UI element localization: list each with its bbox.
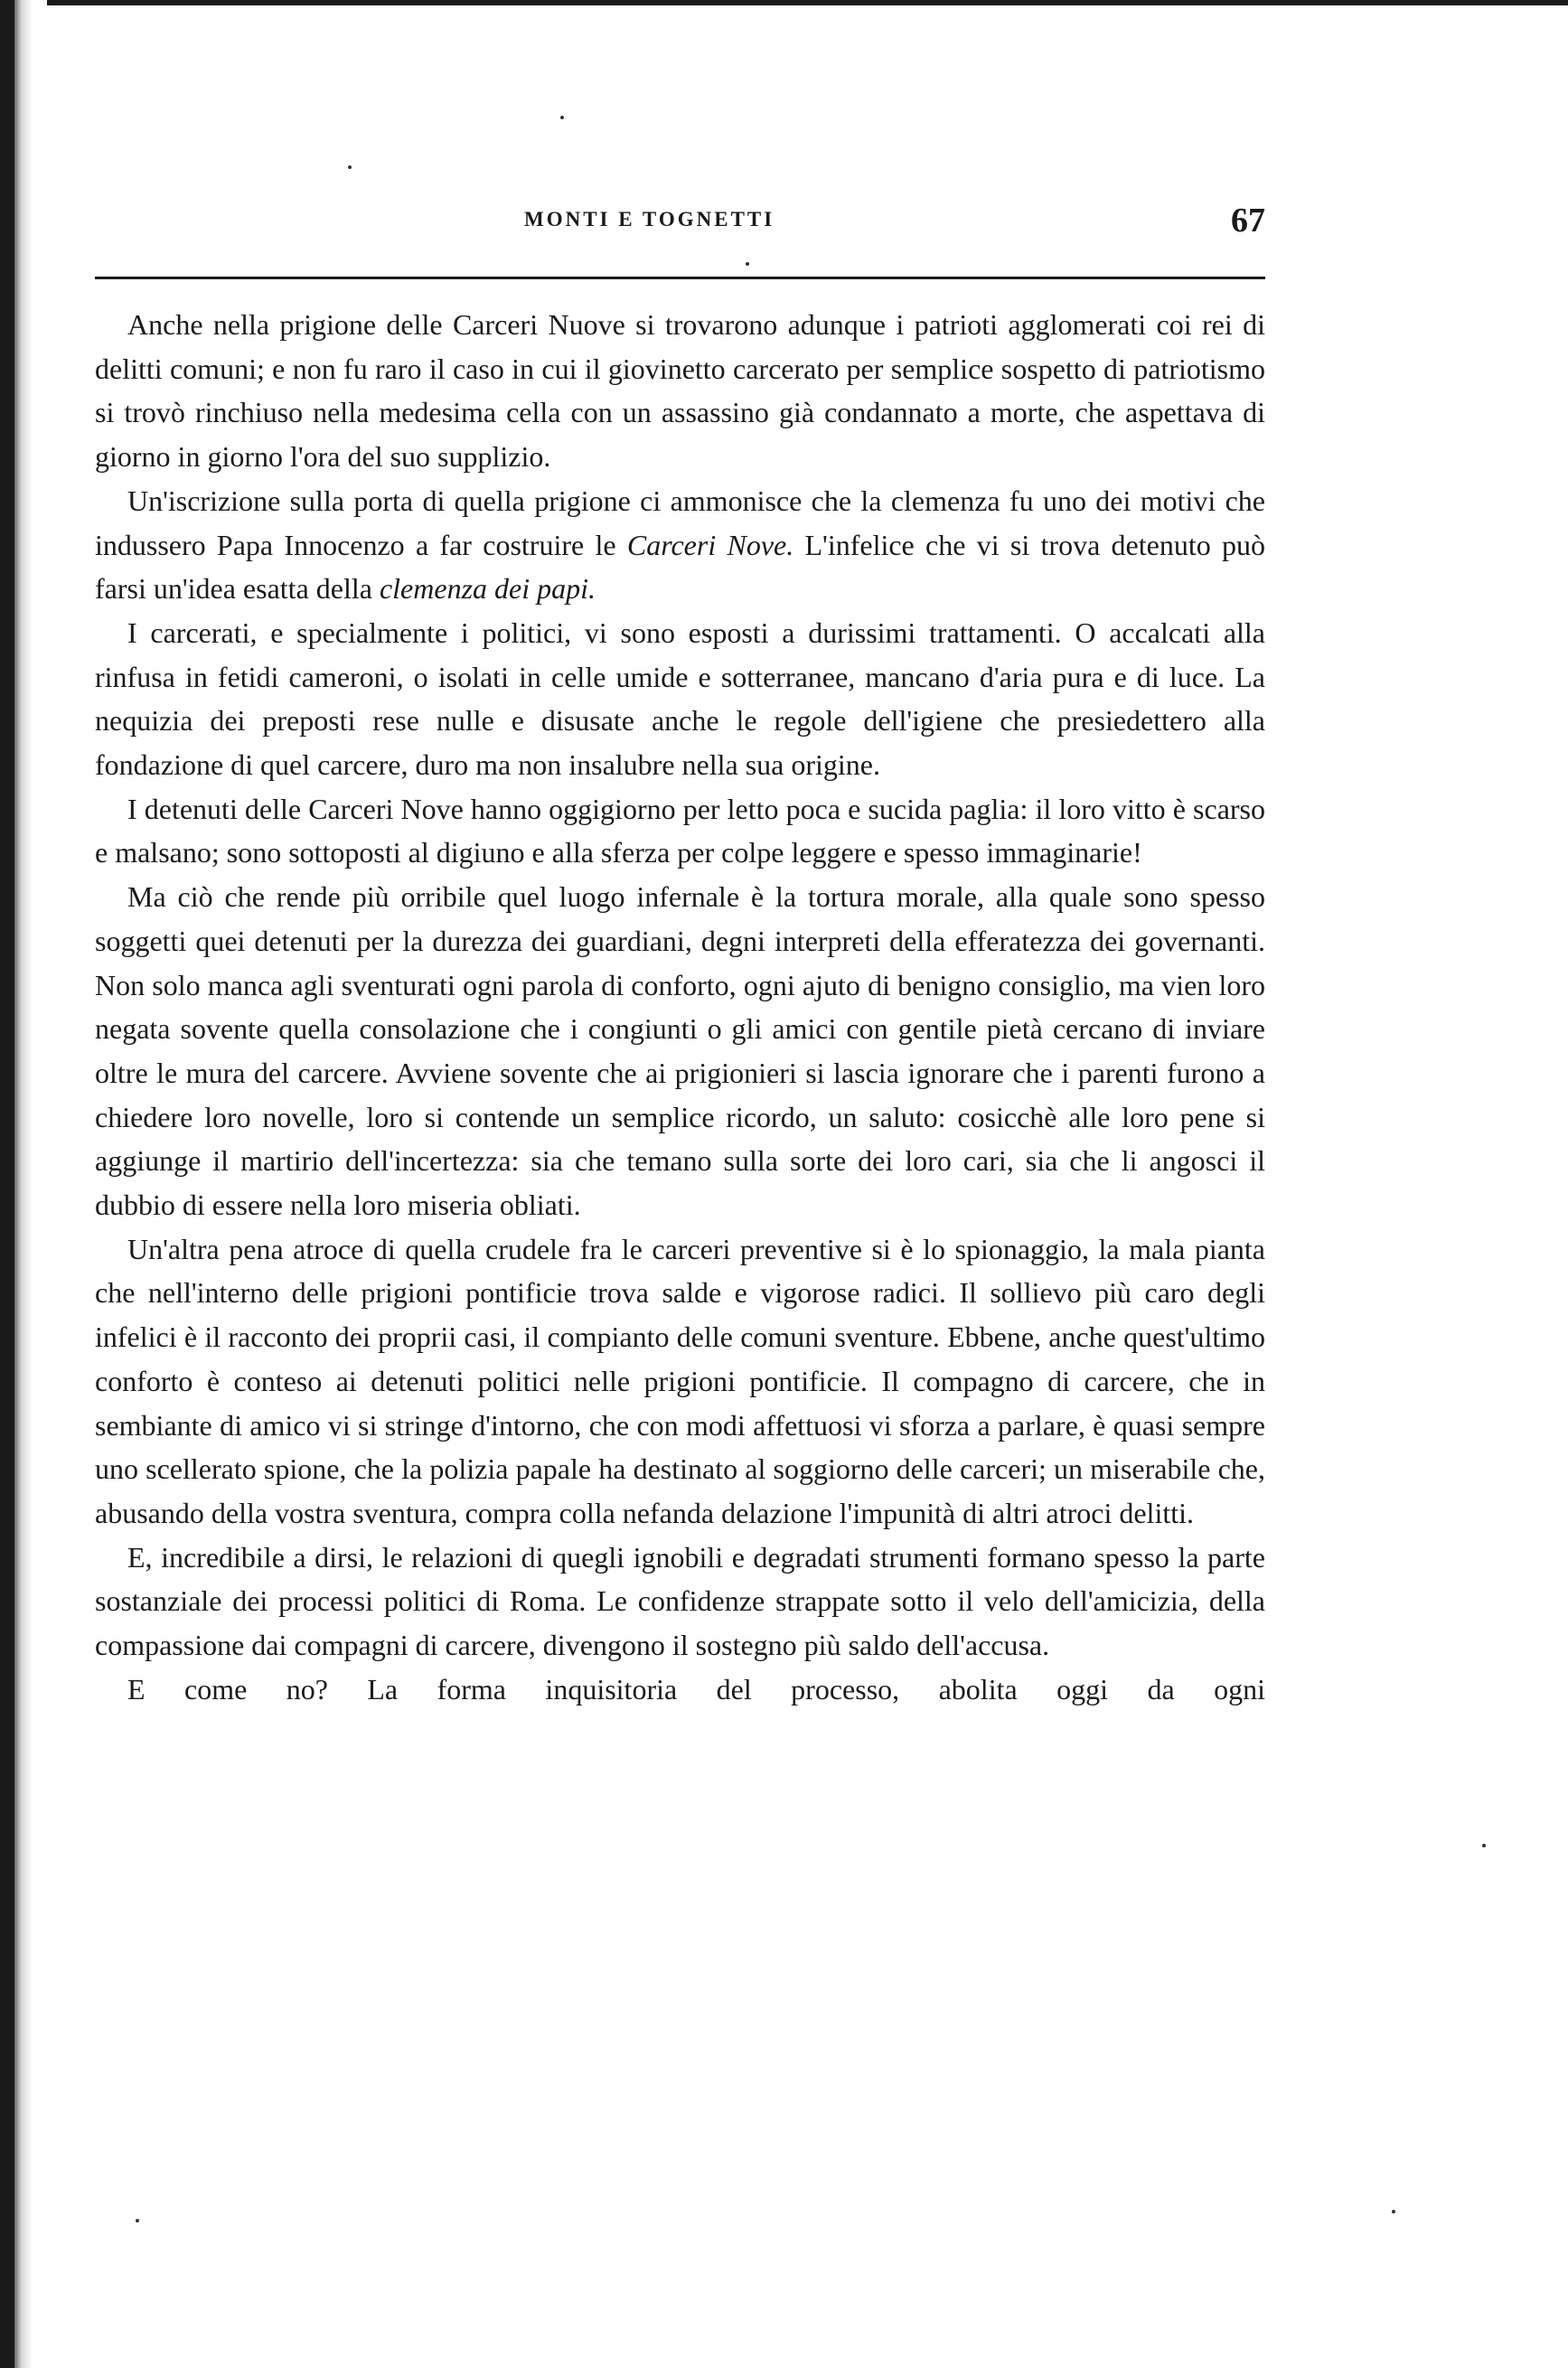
paragraph: I detenuti delle Carceri Nove hanno oggigiorno per letto poca e sucida paglia: il loro vitto è scarso e malsano; sono sottoposti al digiuno e alla sferza per colpe leggere e spesso immaginarie!	[95, 792, 1265, 869]
paragraph: Anche nella prigione delle Carceri Nuove si trovarono adunque i patrioti agglomerati coi rei di delitti comuni; e non fu raro il caso in cui il giovinetto carcerato per semplice sospetto di patriotismo si trovò rinchiuso nella medesima cella con un assassino già condannato a morte, che aspettava di giorno in giorno l'ora del suo supplizio.	[95, 308, 1265, 474]
scan-speck	[1392, 2210, 1395, 2213]
scan-shadow-left	[14, 0, 47, 2368]
paragraph-text: L'infelice che vi si trova detenuto può farsi un'idea esatta della	[95, 528, 1266, 606]
scan-speck	[348, 165, 352, 169]
scan-edge-left	[0, 0, 14, 2368]
paragraph: E come no? La forma inquisitoria del processo, abolita oggi da ogni	[127, 1672, 1265, 1706]
scan-speck	[560, 116, 564, 119]
italic-phrase: clemenza dei papi.	[379, 572, 596, 606]
page-header	[95, 201, 1265, 246]
running-title: MONTI E TOGNETTI	[524, 208, 775, 230]
paragraph-text: Un'iscrizione sulla porta di quella prigione ci ammonisce che la clemenza fu uno dei motivi che indussero Papa Innocenzo a far costruire le	[95, 484, 1265, 561]
paragraph	[95, 479, 1265, 611]
scan-speck	[136, 2219, 139, 2222]
scan-speck	[1482, 1844, 1486, 1847]
paragraph: Ma ciò che rende più orribile quel luogo infernale è la tortura morale, alla quale sono spesso soggetti quei detenuti per la durezza dei guardiani, degni interpreti della efferatezza dei governanti. Non solo manca agli sventurati ogni parola di conforto, ogni ajuto di benigno consiglio, ma vien loro negata sovente quella consolazione che i congiunti o gli amici con gentile pietà cercano di inviare oltre le mura del carcere. Avviene sovente che ai prigionieri si lascia ignorare che i parenti furono a chiedere loro novelle, loro si contende un semplice ricordo, un saluto: cosicchè alle loro pene si aggiunge il martirio dell'incertezza: sia che temano sulla sorte dei loro cari, sia che li angosci il dubbio di essere nella loro miseria obliati.	[95, 880, 1265, 1222]
paragraph: Un'altra pena atroce di quella crudele fra le carceri preventive si è lo spionaggio, la mala pianta che nell'interno delle prigioni pontificie trova salde e vigorose radici. Il sollievo più caro degli infelici è il racconto dei proprii casi, il compianto delle comuni sventure. Ebbene, anche quest'ultimo conforto è conteso ai detenuti politici nelle prigioni pontificie. Il compagno di carcere, che in sembiante di amico vi si stringe d'intorno, che con modi affettuosi vi sforza a parlare, è quasi sempre uno scellerato spione, che la polizia papale ha destinato al soggiorno delle carceri; un miserabile che, abusando della vostra sventura, compra colla nefanda delazione l'impunità di altri atroci delitti.	[95, 1232, 1265, 1529]
header-rule	[95, 277, 1265, 279]
scan-edge-top	[0, 0, 1568, 5]
scan-speck	[746, 262, 749, 266]
italic-phrase: Carceri Nove.	[626, 528, 794, 561]
paragraph: E, incredibile a dirsi, le relazioni di quegli ignobili e degradati strumenti formano spesso la parte sostanziale dei processi politici di Roma. Le confidenze strappate sotto il velo dell'amicizia, della compassione dai compagni di carcere, divengono il sostegno più saldo dell'accusa.	[95, 1540, 1265, 1662]
body-text	[95, 303, 1265, 1712]
page-number: 67	[1231, 202, 1265, 240]
paragraph: I carcerati, e specialmente i politici, vi sono esposti a durissimi trattamenti. O accalcati alla rinfusa in fetidi cameroni, o isolati in celle umide e sotterranee, mancano d'aria pura e di luce. La nequizia dei preposti rese nulle e disusate anche le regole dell'igiene che presiedettero alla fondazione di quel carcere, duro ma non insalubre nella sua origine.	[95, 615, 1265, 782]
